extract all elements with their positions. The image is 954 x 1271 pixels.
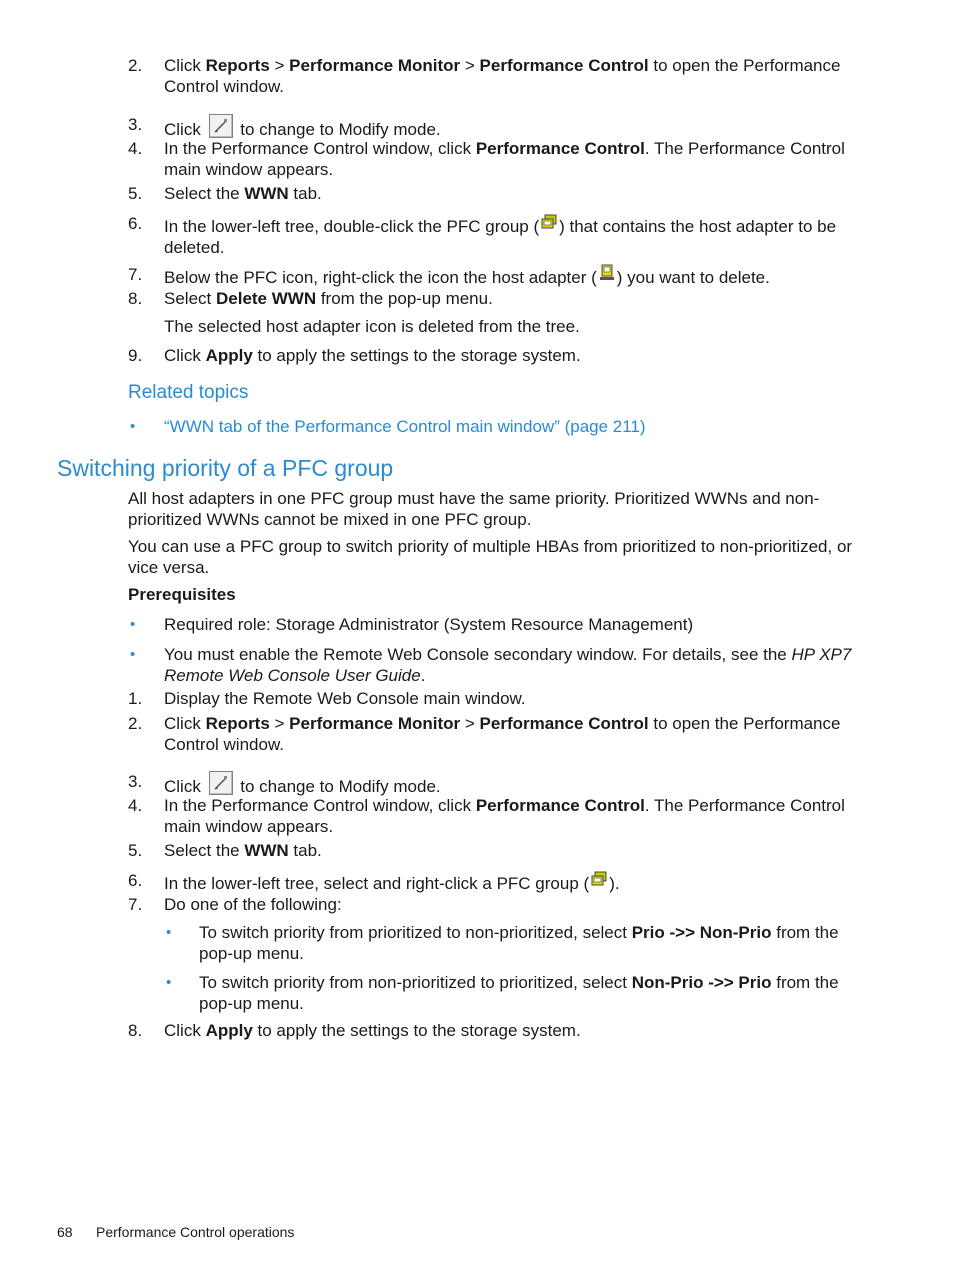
footer-chapter: Performance Control operations xyxy=(96,1224,295,1240)
step-text: Display the Remote Web Console main window. xyxy=(164,689,526,708)
step-text: In the Performance Control window, click Performance Control. The Performance Control main window appears. xyxy=(164,796,845,836)
modify-mode-icon xyxy=(209,771,233,795)
step-number: 1. xyxy=(128,689,143,708)
pfc-group-icon xyxy=(540,213,558,231)
modify-mode-icon xyxy=(209,114,233,138)
pfc-group-icon xyxy=(590,870,608,888)
step-number: 7. xyxy=(128,895,143,914)
step-text: Click Reports > Performance Monitor > Performance Control to open the Performance Control window. xyxy=(164,714,841,754)
step-text: Select the WWN tab. xyxy=(164,184,322,203)
bullet-icon: • xyxy=(130,418,136,435)
prerequisites-heading: Prerequisites xyxy=(128,585,236,604)
step-number: 6. xyxy=(128,214,143,233)
step-text: Below the PFC icon, right-click the icon the host adapter ( ) you want to delete. xyxy=(164,264,874,288)
step-note: The selected host adapter icon is deleted from the tree. xyxy=(164,317,580,336)
bullet-icon: • xyxy=(130,646,136,663)
related-topics-heading: Related topics xyxy=(128,382,249,403)
step-number: 3. xyxy=(128,115,143,134)
bullet-icon: • xyxy=(166,924,172,941)
bullet-icon: • xyxy=(166,974,172,991)
page-number: 68 xyxy=(57,1224,73,1240)
step-text: Click Apply to apply the settings to the storage system. xyxy=(164,346,581,365)
step-number: 3. xyxy=(128,772,143,791)
prerequisite-item: You must enable the Remote Web Console secondary window. For details, see the HP XP7 Remote Web Console User Guide. xyxy=(164,645,852,685)
step-text: Select Delete WWN from the pop-up menu. xyxy=(164,289,493,308)
step-text: In the lower-left tree, select and right-click a PFC group ( ). xyxy=(164,870,874,894)
step-text: Click to change to Modify mode. xyxy=(164,114,874,140)
step-number: 7. xyxy=(128,265,143,284)
paragraph: You can use a PFC group to switch priority of multiple HBAs from prioritized to non-prioritized, or vice versa. xyxy=(128,537,853,577)
step-number: 9. xyxy=(128,346,143,365)
sub-step-text: To switch priority from prioritized to non-prioritized, select Prio ->> Non-Prio from the pop-up menu. xyxy=(199,923,839,963)
step-number: 2. xyxy=(128,56,143,75)
section-title: Switching priority of a PFC group xyxy=(57,455,394,481)
step-text: Click to change to Modify mode. xyxy=(164,771,874,797)
step-text: Select the WWN tab. xyxy=(164,841,322,860)
step-text: In the Performance Control window, click Performance Control. The Performance Control main window appears. xyxy=(164,139,845,179)
related-topic-link[interactable]: “WWN tab of the Performance Control main window” (page 211) xyxy=(164,417,646,436)
step-text: Do one of the following: xyxy=(164,895,342,914)
step-number: 6. xyxy=(128,871,143,890)
paragraph: All host adapters in one PFC group must have the same priority. Prioritized WWNs and non-prioritized WWNs cannot be mixed in one PFC group. xyxy=(128,489,820,529)
step-number: 5. xyxy=(128,841,143,860)
step-number: 2. xyxy=(128,714,143,733)
step-text: In the lower-left tree, double-click the PFC group ( ) that contains the host adapter to be deleted. xyxy=(164,213,874,258)
step-number: 5. xyxy=(128,184,143,203)
step-number: 4. xyxy=(128,796,143,815)
bullet-icon: • xyxy=(130,616,136,633)
step-number: 4. xyxy=(128,139,143,158)
sub-step-text: To switch priority from non-prioritized to prioritized, select Non-Prio ->> Prio from the pop-up menu. xyxy=(199,973,839,1013)
step-number: 8. xyxy=(128,1021,143,1040)
step-text: Click Reports > Performance Monitor > Performance Control to open the Performance Control window. xyxy=(164,56,841,96)
step-number: 8. xyxy=(128,289,143,308)
prerequisite-item: Required role: Storage Administrator (System Resource Management) xyxy=(164,615,694,634)
host-adapter-icon xyxy=(598,264,616,282)
step-text: Click Apply to apply the settings to the storage system. xyxy=(164,1021,581,1040)
